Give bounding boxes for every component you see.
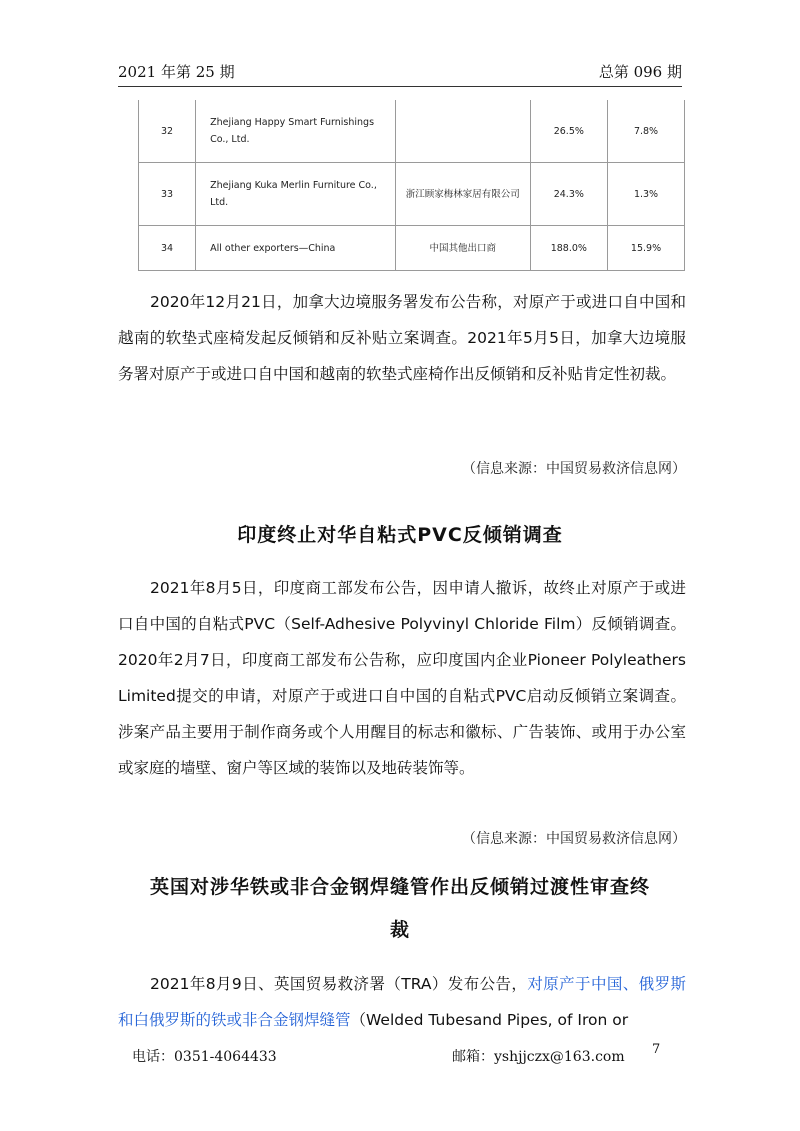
row-number: 34 xyxy=(139,226,196,271)
table-row xyxy=(139,100,685,163)
issue-number: 2021 年第 25 期 xyxy=(118,63,235,81)
source-note: （信息来源：中国贸易救济信息网） xyxy=(462,461,686,477)
exporter-rate-table xyxy=(138,100,685,271)
exporter-name-cn xyxy=(396,100,531,163)
paragraph-text: 2021年8月9日、英国贸易救济署（TRA）发布公告， xyxy=(150,975,528,993)
page-header xyxy=(118,58,682,87)
india-pvc-paragraph: 2021年8月5日，印度商工部发布公告，因申请人撤诉，故终止对原产于或进口自中国的自粘式PVC（Self-Adhesive Polyvinyl Chloride Film）反倾销调查。2020年2月7日，印度商工部发布公告称，应印度国内企业Pioneer Polyleathers Limited提交的申请，对原产于或进口自中国的自粘式PVC启动反倾销立案调查。涉案产品主要用于制作商务或个人用醒目的标志和徽标、广告装饰、或用于办公室或家庭的墙壁、窗户等区域的装饰以及地砖装饰等。 xyxy=(118,579,686,777)
subsidy-rate: 7.8% xyxy=(608,100,685,163)
dumping-rate: 26.5% xyxy=(530,100,607,163)
dumping-rate: 24.3% xyxy=(530,163,607,226)
table-row xyxy=(139,163,685,226)
title-line: 裁 xyxy=(389,919,410,941)
article-title-india-pvc: 印度终止对华自粘式PVC反倾销调查 xyxy=(237,524,563,546)
source-note: （信息来源：中国贸易救济信息网） xyxy=(462,831,686,847)
paragraph-text: （Welded Tubesand Pipes, of Iron or xyxy=(350,1011,629,1029)
article-title-uk-welded-pipes xyxy=(100,872,700,942)
page-footer xyxy=(118,1042,682,1068)
email-address: 邮箱：yshjjczx@163.com xyxy=(452,1049,625,1065)
subsidy-rate: 1.3% xyxy=(608,163,685,226)
product-link[interactable]: 对原产于中国、俄罗斯和白俄罗斯的铁或非合金钢焊缝管 xyxy=(118,975,686,1029)
canada-upholstered-seating-paragraph: 2020年12月21日，加拿大边境服务署发布公告称，对原产于或进口自中国和越南的软垫式座椅发起反倾销和反补贴立案调查。2021年5月5日，加拿大边境服务署对原产于或进口自中国和越南的软垫式座椅作出反倾销和反补贴肯定性初裁。 xyxy=(118,293,686,383)
exporter-name-cn: 浙江顾家梅林家居有限公司 xyxy=(396,163,531,226)
row-number: 33 xyxy=(139,163,196,226)
exporter-name-en: Zhejiang Happy Smart Furnishings Co., Ltd. xyxy=(196,100,396,163)
subsidy-rate: 15.9% xyxy=(608,226,685,271)
row-number: 32 xyxy=(139,100,196,163)
dumping-rate: 188.0% xyxy=(530,226,607,271)
page-number: 7 xyxy=(652,1042,661,1057)
total-issue-number: 总第 096 期 xyxy=(598,63,682,81)
table-row xyxy=(139,226,685,271)
exporter-name-en: Zhejiang Kuka Merlin Furniture Co., Ltd. xyxy=(196,163,396,226)
exporter-name-en: All other exporters—China xyxy=(196,226,396,271)
exporter-name-cn: 中国其他出口商 xyxy=(396,226,531,271)
uk-welded-pipes-paragraph xyxy=(118,966,686,1038)
phone-number: 电话：0351-4064433 xyxy=(132,1049,277,1065)
title-line: 英国对涉华铁或非合金钢焊缝管作出反倾销过渡性审查终 xyxy=(149,876,650,898)
